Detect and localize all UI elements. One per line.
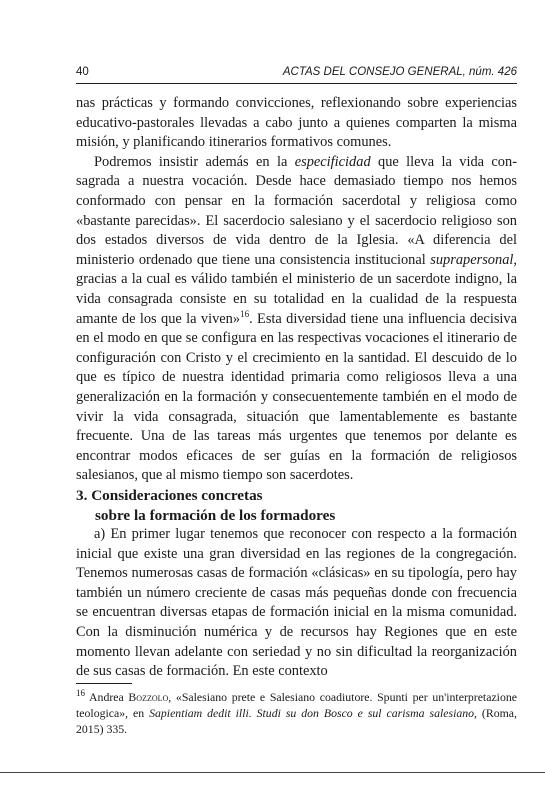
- footnote-rule: [76, 683, 132, 684]
- footnote-author-first: Andrea: [89, 690, 129, 704]
- paragraph-3: [76, 525, 517, 682]
- bottom-edge-line: [0, 772, 545, 773]
- paragraph-3-marker: a): [94, 526, 106, 542]
- page-number: 40: [76, 66, 89, 78]
- emphasis-suprapersonal: suprapersonal: [430, 251, 514, 268]
- section-heading-line-1: 3. Consideraciones concretas: [76, 487, 263, 504]
- paragraph-1: [76, 94, 517, 153]
- header-rule: [76, 83, 517, 84]
- paragraph-2-text-c: , gracias a la cual es válido también el ministerio de un sacerdote indigno, la vida consagrada consiste en su totalidad en la cualidad de la respuesta amante de los que la viven»: [76, 251, 517, 327]
- footnote-author-last: Bozzolo: [128, 690, 169, 704]
- footnote-reference: 16: [240, 308, 250, 319]
- footnote: [76, 690, 517, 737]
- section-heading-line-2: sobre la formación de los formadores: [95, 506, 336, 524]
- footnote-text-a: , «Salesiano prete e Salesiano coadiutore. Spunti per un'interpretazione teologica», en: [76, 690, 517, 720]
- paragraph-2-text-d: . Esta diversidad tiene una influencia decisiva en el modo en que se configura en las respectivas vocaciones el itinerario de configuración con Cristo y el crecimiento en la santidad. El descuido de lo que es típico de nuestra identidad primaria como religiosos lleva a una generalización en la formación y consecuentemente también en el modo de vivir la vida consagrada, situación que lamentablemente es bastante frecuente. Una de las tareas más urgentes que tenemos por delante es encontrar modos eficaces de ser guías en la formación de religiosos salesianos, que al mismo tiempo son sacerdotes.: [76, 310, 517, 484]
- body-text-bottom: [76, 525, 517, 682]
- footnote-text-b: (Roma, 2015) 335.: [76, 705, 517, 736]
- paragraph-2-text-b: que lleva la vida consagrada a nuestra vocación. Desde hace demasiado tiempo nos hemos conformado con pensar en la formación sacerdotal y religiosa como «bastante parecidas». El sacerdocio salesiano y el sacerdocio religioso son dos estados diversos de vida dentro de la Iglesia. «A diferencia del ministerio ordenado que tiene una consistencia institucional: [76, 153, 517, 268]
- paragraph-3-text: En primer lugar tenemos que reconocer con respecto a la formación inicial que existe una gran diversidad en las regiones de la congregación. Tenemos numerosas casas de formación «clásicas» en su tipología, pero hay también un número creciente de casas más pequeñas donde con frecuencia se encuentran diversas etapas de formación inicial en la misma comunidad. Con la disminución numérica y de recursos hay Regiones que en este momento llevan adelante con seriedad y no sin dificultad la reorganización de sus casas de formación. En este contexto: [76, 526, 517, 680]
- running-title: ACTAS DEL CONSEJO GENERAL, núm. 426: [282, 66, 517, 78]
- page-header: [76, 66, 517, 84]
- body-text-top: [76, 94, 517, 486]
- emphasis-especificidad: especificidad: [294, 153, 371, 170]
- section-heading: [76, 486, 517, 525]
- paragraph-2-text-a: Podremos insistir además en la: [94, 153, 295, 170]
- footnote-number: 16: [76, 688, 85, 699]
- paragraph-1-text: nas prácticas y formando convicciones, reflexionando sobre experiencias educativo-pastorales llevadas a cabo junto a quienes comparten la misma misión, y planificando itinerarios formativos comunes.: [76, 95, 517, 151]
- footnote-book-title: Sapientiam dedit illi. Studi su don Bosco e sul carisma salesiano,: [149, 705, 477, 720]
- paragraph-2: [76, 153, 517, 486]
